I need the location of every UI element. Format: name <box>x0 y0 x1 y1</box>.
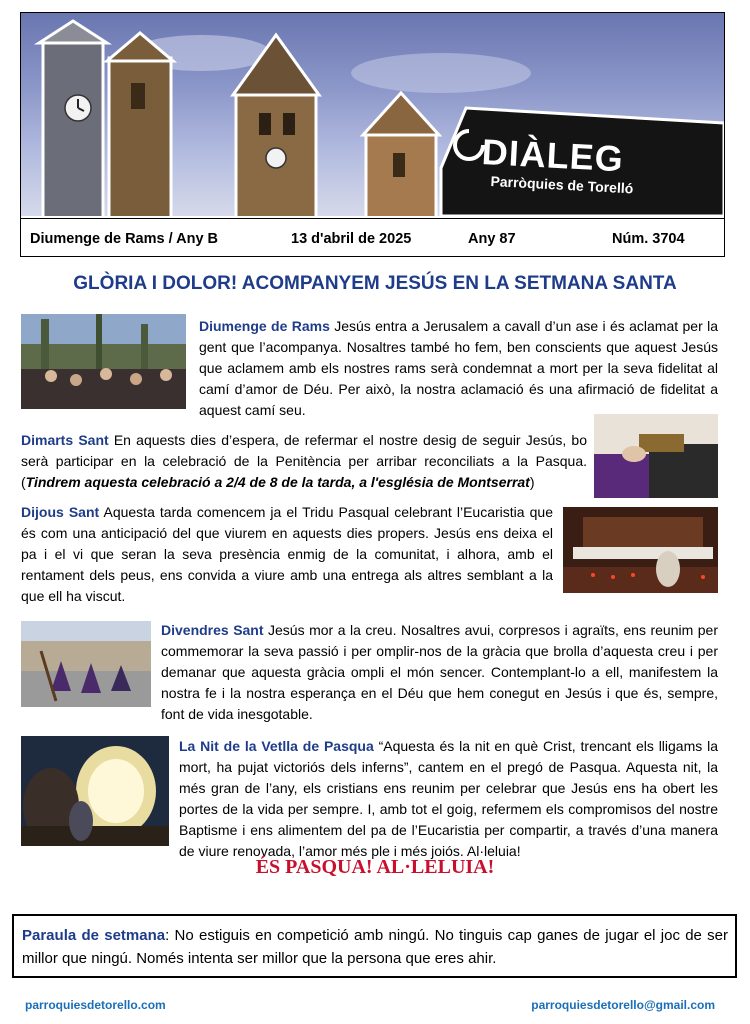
logo-title: DIÀLEG <box>480 131 625 180</box>
section-lead: Diumenge de Rams <box>199 318 330 334</box>
section-lead: Divendres Sant <box>161 622 264 638</box>
section-palm-sunday <box>199 316 718 421</box>
logo-subtitle: Parròquies de Torelló <box>490 173 634 197</box>
header-box <box>20 12 725 257</box>
issue-number: Núm. 3704 <box>612 231 685 247</box>
issue-date: 13 d'abril de 2025 <box>291 231 412 247</box>
word-of-week-text: : No estiguis en competició amb ningú. No tinguis cap ganes de jugar el joc de ser millor que ningú. Només intenta ser millor que la persona que eres ahir. <box>22 927 729 967</box>
palm-sunday-photo <box>21 314 186 409</box>
issue-year: Any 87 <box>468 231 516 247</box>
page-title: GLÒRIA I DOLOR! ACOMPANYEM JESÚS EN LA SETMANA SANTA <box>73 273 677 294</box>
section-lead: La Nit de la Vetlla de Pasqua <box>179 738 374 754</box>
section-lead: Dijous Sant <box>21 504 100 520</box>
good-friday-photo <box>21 621 151 707</box>
banner-image <box>21 13 724 216</box>
section-text: “Aquesta és la nit en què Crist, trencant els lligams la mort, ha pujat victoriós dels inferns”, cantem en el pregó de Pasqua. Aquesta nit, la més gran de l’any, els cristians ens reunim per celebrar que Jesús ens ha obert les portes de la vida per sempre. I, amb tot el goig, refermem els compromisos del nostre Baptisme i ens alimentem del pa de l’Eucaristia per compartir, a través d’una manera de viure renovada, l’amor més ple i més joiós. Al·leluia! <box>179 738 718 859</box>
section-text: Aquesta tarda comencem ja el Tridu Pasqual celebrant l’Eucaristia que és com una anticipació del que viurem en aquests dies propers. Jesús ens deixa el pa i el vi que seran la seva presència enmig de la comunitat, i alhora, amb el rentament dels peus, ens convida a viure amb una entrega als altres semblant a la que ell ha viscut. <box>21 504 553 604</box>
website-link[interactable]: parroquiesdetorello.com <box>25 998 166 1012</box>
section-text: Jesús entra a Jerusalem a cavall d’un ase i és aclamat per la gent que l’acompanya. Nosaltres també ho fem, ben conscients que aquest Jesús que aclamem amb els nostres rams serà condemnat a mort per la seva fidelitat al camí d’amor de Déu. Per això, la nostra aclamació és una afirmació de fidelitat a aquest camí seu. <box>199 318 718 418</box>
issue-info-bar <box>21 218 724 257</box>
section-text-close: ) <box>529 474 535 490</box>
easter-proclamation: ÉS PASQUA! AL·LELUIA! <box>255 856 495 878</box>
word-of-week-label: Paraula de setmana <box>22 927 166 944</box>
word-of-week-box <box>12 914 737 978</box>
email-link[interactable]: parroquiesdetorello@gmail.com <box>531 998 715 1012</box>
easter-vigil-photo <box>21 736 169 846</box>
section-holy-thursday <box>21 502 553 607</box>
holy-thursday-photo <box>563 507 718 593</box>
celebration-note: Tindrem aquesta celebració a 2/4 de 8 de la tarda, a l'església de Montserrat <box>25 474 530 490</box>
liturgical-day: Diumenge de Rams / Any B <box>30 231 219 247</box>
section-text: En aquests dies d’espera, de refermar el nostre desig de seguir Jesús, bo serà participar en la celebració de la Penitència per arribar reconciliats a la Pasqua. ( <box>21 432 587 490</box>
section-easter-vigil <box>179 736 718 862</box>
section-text: Jesús mor a la creu. Nosaltres avui, corpresos i agraïts, ens reunim per commemorar la seva passió i per omplir-nos de la gràcia que brolla d’aquesta creu i per demanar que aquesta gràcia ompli el món sencer. Contemplant-lo a ell, manifestem la nostra fe i la nostra esperança en el Déu que hem conegut en Jesús i que és, sempre, font de vida inesgotable. <box>161 622 718 722</box>
section-holy-tuesday <box>21 430 587 493</box>
section-lead: Dimarts Sant <box>21 432 109 448</box>
word-of-week <box>22 924 728 970</box>
confession-photo <box>594 414 718 498</box>
section-good-friday <box>161 620 718 725</box>
